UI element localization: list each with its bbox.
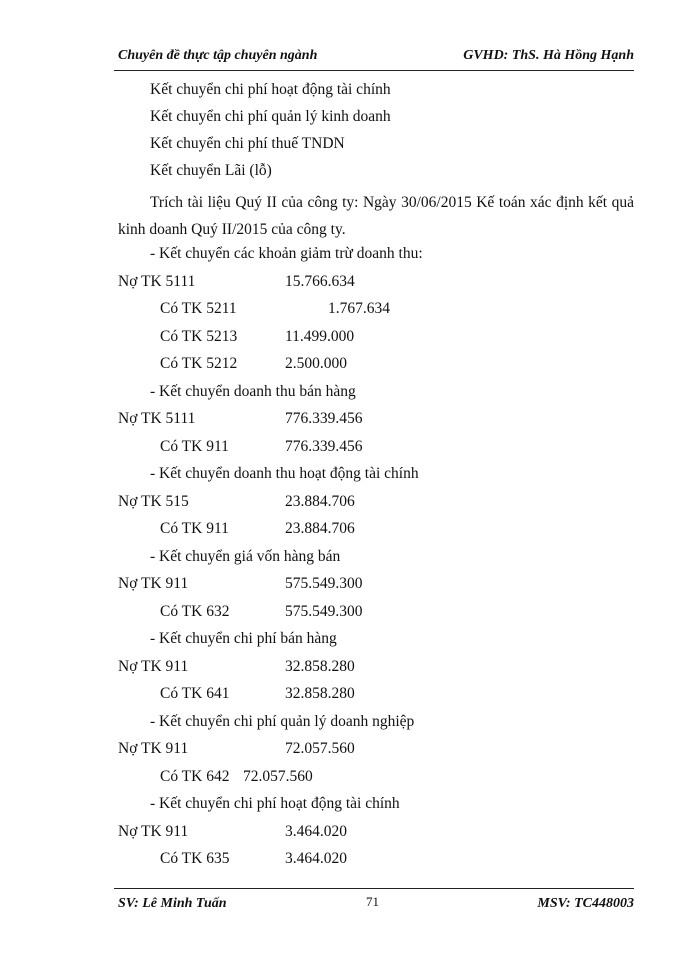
credit-account: Có TK 641	[160, 685, 230, 702]
credit-account: Có TK 635	[160, 850, 230, 867]
credit-account: Có TK 5212	[160, 355, 238, 372]
credit-amount: 1.767.634	[328, 300, 390, 317]
header-rule	[114, 70, 634, 71]
intro-line: Kết chuyển chi phí thuế TNDN	[150, 135, 345, 152]
credit-amount: 11.499.000	[285, 328, 355, 345]
debit-amount: 575.549.300	[285, 575, 363, 592]
credit-account: Có TK 5213	[160, 328, 238, 345]
debit-amount: 72.057.560	[285, 740, 355, 757]
section-heading: - Kết chuyển chi phí quản lý doanh nghiệp	[150, 713, 415, 730]
footer-rule	[114, 888, 634, 889]
intro-paragraph: Trích tài liệu Quý II của công ty: Ngày 30/06/2015 Kế toán xác định kết quả kinh doanh Quý II/2015 của công ty.	[118, 194, 634, 238]
debit-account: Nợ TK 911	[118, 740, 189, 757]
credit-account: Có TK 911	[160, 438, 229, 455]
debit-amount: 3.464.020	[285, 823, 347, 840]
credit-account: Có TK 642	[160, 768, 230, 785]
debit-amount: 23.884.706	[285, 493, 355, 510]
debit-account: Nợ TK 911	[118, 575, 189, 592]
intro-line: Kết chuyển Lãi (lỗ)	[150, 162, 272, 179]
credit-amount: 72.057.560	[243, 768, 313, 785]
header-left: Chuyên đề thực tập chuyên ngành	[118, 48, 318, 63]
section-heading: - Kết chuyển doanh thu hoạt động tài chính	[150, 465, 419, 482]
debit-account: Nợ TK 911	[118, 658, 189, 675]
intro-line: Kết chuyển chi phí hoạt động tài chính	[150, 81, 391, 98]
header-right: GVHD: ThS. Hà Hồng Hạnh	[463, 48, 634, 63]
debit-amount: 32.858.280	[285, 658, 355, 675]
footer-left: SV: Lê Minh Tuấn	[118, 896, 227, 911]
page-number: 71	[366, 894, 379, 909]
section-heading: - Kết chuyển các khoản giảm trừ doanh thu:	[150, 245, 423, 262]
section-heading: - Kết chuyển doanh thu bán hàng	[150, 383, 356, 400]
debit-account: Nợ TK 5111	[118, 410, 196, 427]
footer-right: MSV: TC448003	[537, 896, 634, 911]
debit-account: Nợ TK 515	[118, 493, 189, 510]
debit-amount: 15.766.634	[285, 273, 355, 290]
credit-amount: 3.464.020	[285, 850, 347, 867]
debit-account: Nợ TK 911	[118, 823, 189, 840]
section-heading: - Kết chuyển chi phí bán hàng	[150, 630, 337, 647]
credit-account: Có TK 632	[160, 603, 230, 620]
credit-account: Có TK 911	[160, 520, 229, 537]
credit-amount: 32.858.280	[285, 685, 355, 702]
debit-amount: 776.339.456	[285, 410, 363, 427]
credit-amount: 23.884.706	[285, 520, 355, 537]
credit-account: Có TK 5211	[160, 300, 237, 317]
intro-line: Kết chuyển chi phí quản lý kinh doanh	[150, 108, 391, 125]
section-heading: - Kết chuyển giá vốn hàng bán	[150, 548, 341, 565]
section-heading: - Kết chuyển chi phí hoạt động tài chính	[150, 795, 400, 812]
credit-amount: 776.339.456	[285, 438, 363, 455]
credit-amount: 2.500.000	[285, 355, 347, 372]
credit-amount: 575.549.300	[285, 603, 363, 620]
debit-account: Nợ TK 5111	[118, 273, 196, 290]
